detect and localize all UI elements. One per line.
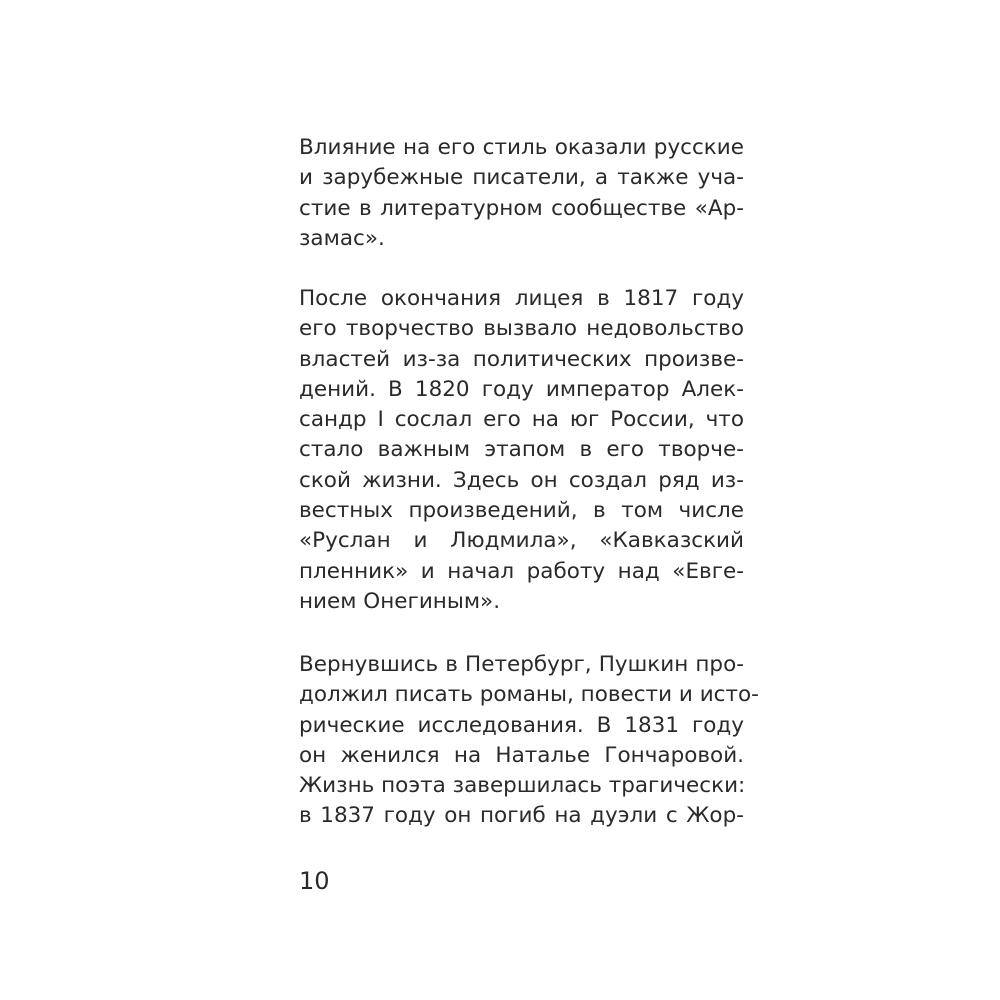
paragraph-1 (299, 133, 744, 254)
text-line: пленник» и начал работу над «Евге- (299, 558, 744, 584)
text-line: он женился на Наталье Гончаровой. (299, 742, 744, 768)
text-line: и зарубежные писатели, а также уча- (299, 165, 744, 191)
page-number: 10 (299, 867, 330, 895)
text-line: ской жизни. Здесь он создал ряд из- (299, 467, 744, 493)
text-line: стие в литературном сообществе «Ар- (299, 195, 744, 221)
paragraph-3 (299, 650, 759, 832)
text-line: замас». (299, 225, 385, 251)
text-line: сандр I сослал его на юг России, что (299, 407, 744, 433)
text-line: должил писать романы, повести и исто- (299, 682, 759, 708)
text-line: нием Онегиным». (299, 588, 501, 614)
paragraph-2 (299, 284, 744, 617)
text-line: вестных произведений, в том числе (299, 498, 744, 524)
text-line: рические исследования. В 1831 году (299, 712, 744, 738)
text-line: в 1837 году он погиб на дуэли с Жор- (299, 803, 744, 829)
text-line: Влияние на его стиль оказали русские (299, 135, 744, 160)
text-line: властей из-за политических произве- (299, 346, 744, 372)
text-line: Жизнь поэта завершилась трагически: (299, 773, 746, 799)
text-line: Вернувшись в Петербург, Пушкин про- (299, 652, 744, 677)
text-line: «Руслан и Людмила», «Кавказский (299, 528, 744, 554)
text-line: его творчество вызвало недовольство (299, 316, 744, 342)
text-line: После окончания лицея в 1817 году (299, 286, 744, 311)
text-line: стало важным этапом в его творче- (299, 437, 744, 463)
text-line: дений. В 1820 году император Алек- (299, 376, 744, 402)
